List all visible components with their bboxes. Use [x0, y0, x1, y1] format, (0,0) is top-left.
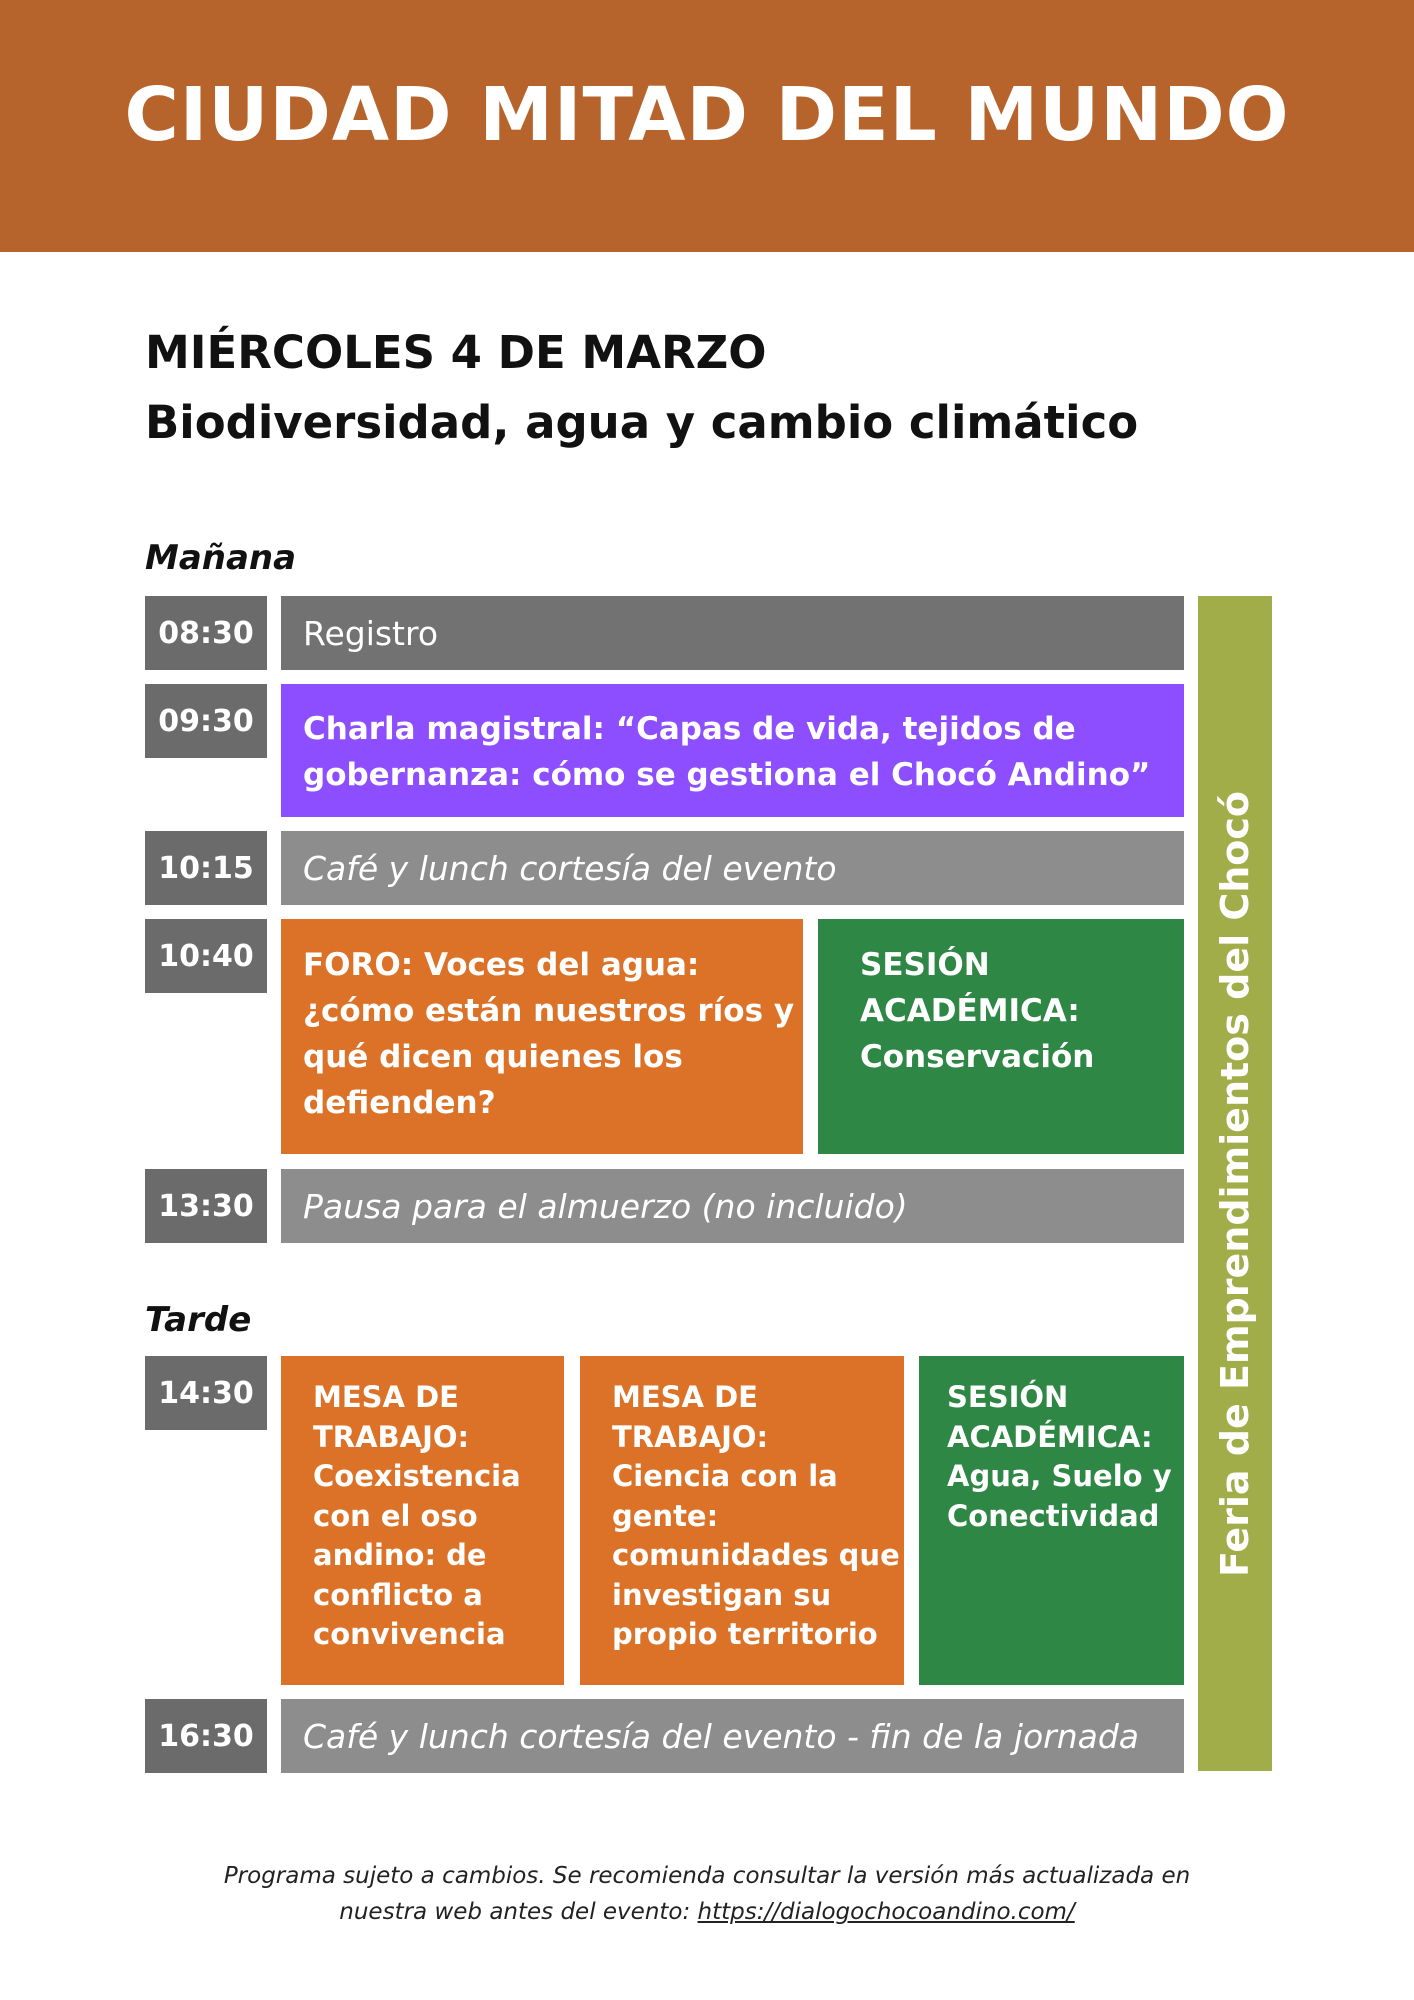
- event-coffee-break: [281, 831, 1184, 905]
- event-label-line: conflicto a: [313, 1577, 483, 1612]
- event-registration: [281, 596, 1184, 670]
- time-slot: 13:30: [145, 1169, 267, 1243]
- day-title: MIÉRCOLES 4 DE MARZO: [145, 326, 767, 379]
- event-label-line: gente:: [612, 1498, 719, 1533]
- event-label-line: Conectividad: [947, 1498, 1160, 1533]
- event-label-line: ACADÉMICA:: [860, 993, 1080, 1029]
- day-subtitle: Biodiversidad, agua y cambio climático: [145, 396, 1139, 449]
- event-label-line: TRABAJO:: [313, 1419, 470, 1454]
- event-label-line: TRABAJO:: [612, 1419, 769, 1454]
- fair-sidebar-label: Feria de Emprendimientos del Chocó: [1213, 790, 1257, 1577]
- event-forum-water: [281, 919, 803, 1154]
- event-label: Pausa para el almuerzo (no incluido): [303, 1186, 908, 1226]
- fair-sidebar: [1198, 596, 1272, 1771]
- time-slot: 09:30: [145, 684, 267, 758]
- event-label: Registro: [303, 613, 439, 653]
- time-slot: 08:30: [145, 596, 267, 670]
- footnote: [0, 1858, 1414, 1930]
- event-label-line: investigan su: [612, 1577, 832, 1612]
- event-label-line: SESIÓN: [860, 947, 990, 983]
- section-label-morning: Mañana: [145, 538, 297, 578]
- event-label: Café y lunch cortesía del evento: [303, 848, 837, 888]
- header-banner: [0, 0, 1414, 252]
- event-academic-water-soil: [919, 1356, 1184, 1685]
- event-label-line: Ciencia con la: [612, 1459, 838, 1493]
- time-slot: 14:30: [145, 1356, 267, 1430]
- website-link[interactable]: https://dialogochocoandino.com/: [697, 1899, 1075, 1925]
- event-label: Café y lunch cortesía del evento - fin de la jornada: [303, 1716, 1140, 1756]
- event-label-line: ¿cómo están nuestros ríos y: [303, 993, 795, 1029]
- event-label-line: Conservación: [860, 1039, 1095, 1075]
- event-label-line: FORO: Voces del agua:: [303, 947, 700, 983]
- footnote-line: Programa sujeto a cambios. Se recomienda consultar la versión más actualizada en: [223, 1863, 1191, 1889]
- time-slot: 16:30: [145, 1699, 267, 1773]
- event-label-line: defienden?: [303, 1085, 496, 1121]
- event-academic-conservation: [818, 919, 1184, 1154]
- event-keynote: [281, 684, 1184, 817]
- event-label-line: Agua, Suelo y: [947, 1459, 1172, 1493]
- event-label-line: gobernanza: cómo se gestiona el Chocó Andino”: [303, 757, 1151, 793]
- event-label-line: convivencia: [313, 1617, 506, 1651]
- event-closing-coffee: [281, 1699, 1184, 1773]
- event-label-line: propio territorio: [612, 1617, 878, 1651]
- event-label-line: comunidades que: [612, 1538, 900, 1572]
- event-label-line: SESIÓN: [947, 1380, 1069, 1414]
- event-label-line: qué dicen quienes los: [303, 1039, 683, 1075]
- event-label-line: andino: de: [313, 1538, 487, 1572]
- section-label-afternoon: Tarde: [145, 1300, 252, 1340]
- event-label-line: ACADÉMICA:: [947, 1419, 1153, 1454]
- event-label-line: MESA DE: [313, 1380, 459, 1414]
- event-lunch-break: [281, 1169, 1184, 1243]
- footnote-text: nuestra web antes del evento:: [339, 1899, 698, 1925]
- event-label-line: MESA DE: [612, 1380, 758, 1414]
- event-label-line: Coexistencia: [313, 1459, 521, 1493]
- time-slot: 10:15: [145, 831, 267, 905]
- event-label-line: con el oso: [313, 1498, 478, 1533]
- event-worktable-bear: [281, 1356, 564, 1685]
- venue-title: CIUDAD MITAD DEL MUNDO: [124, 72, 1290, 158]
- event-worktable-citizen-science: [580, 1356, 904, 1685]
- time-slot: 10:40: [145, 919, 267, 993]
- footnote-line-2: [0, 1894, 1414, 1930]
- event-label-line: Charla magistral: “Capas de vida, tejidos de: [303, 711, 1076, 747]
